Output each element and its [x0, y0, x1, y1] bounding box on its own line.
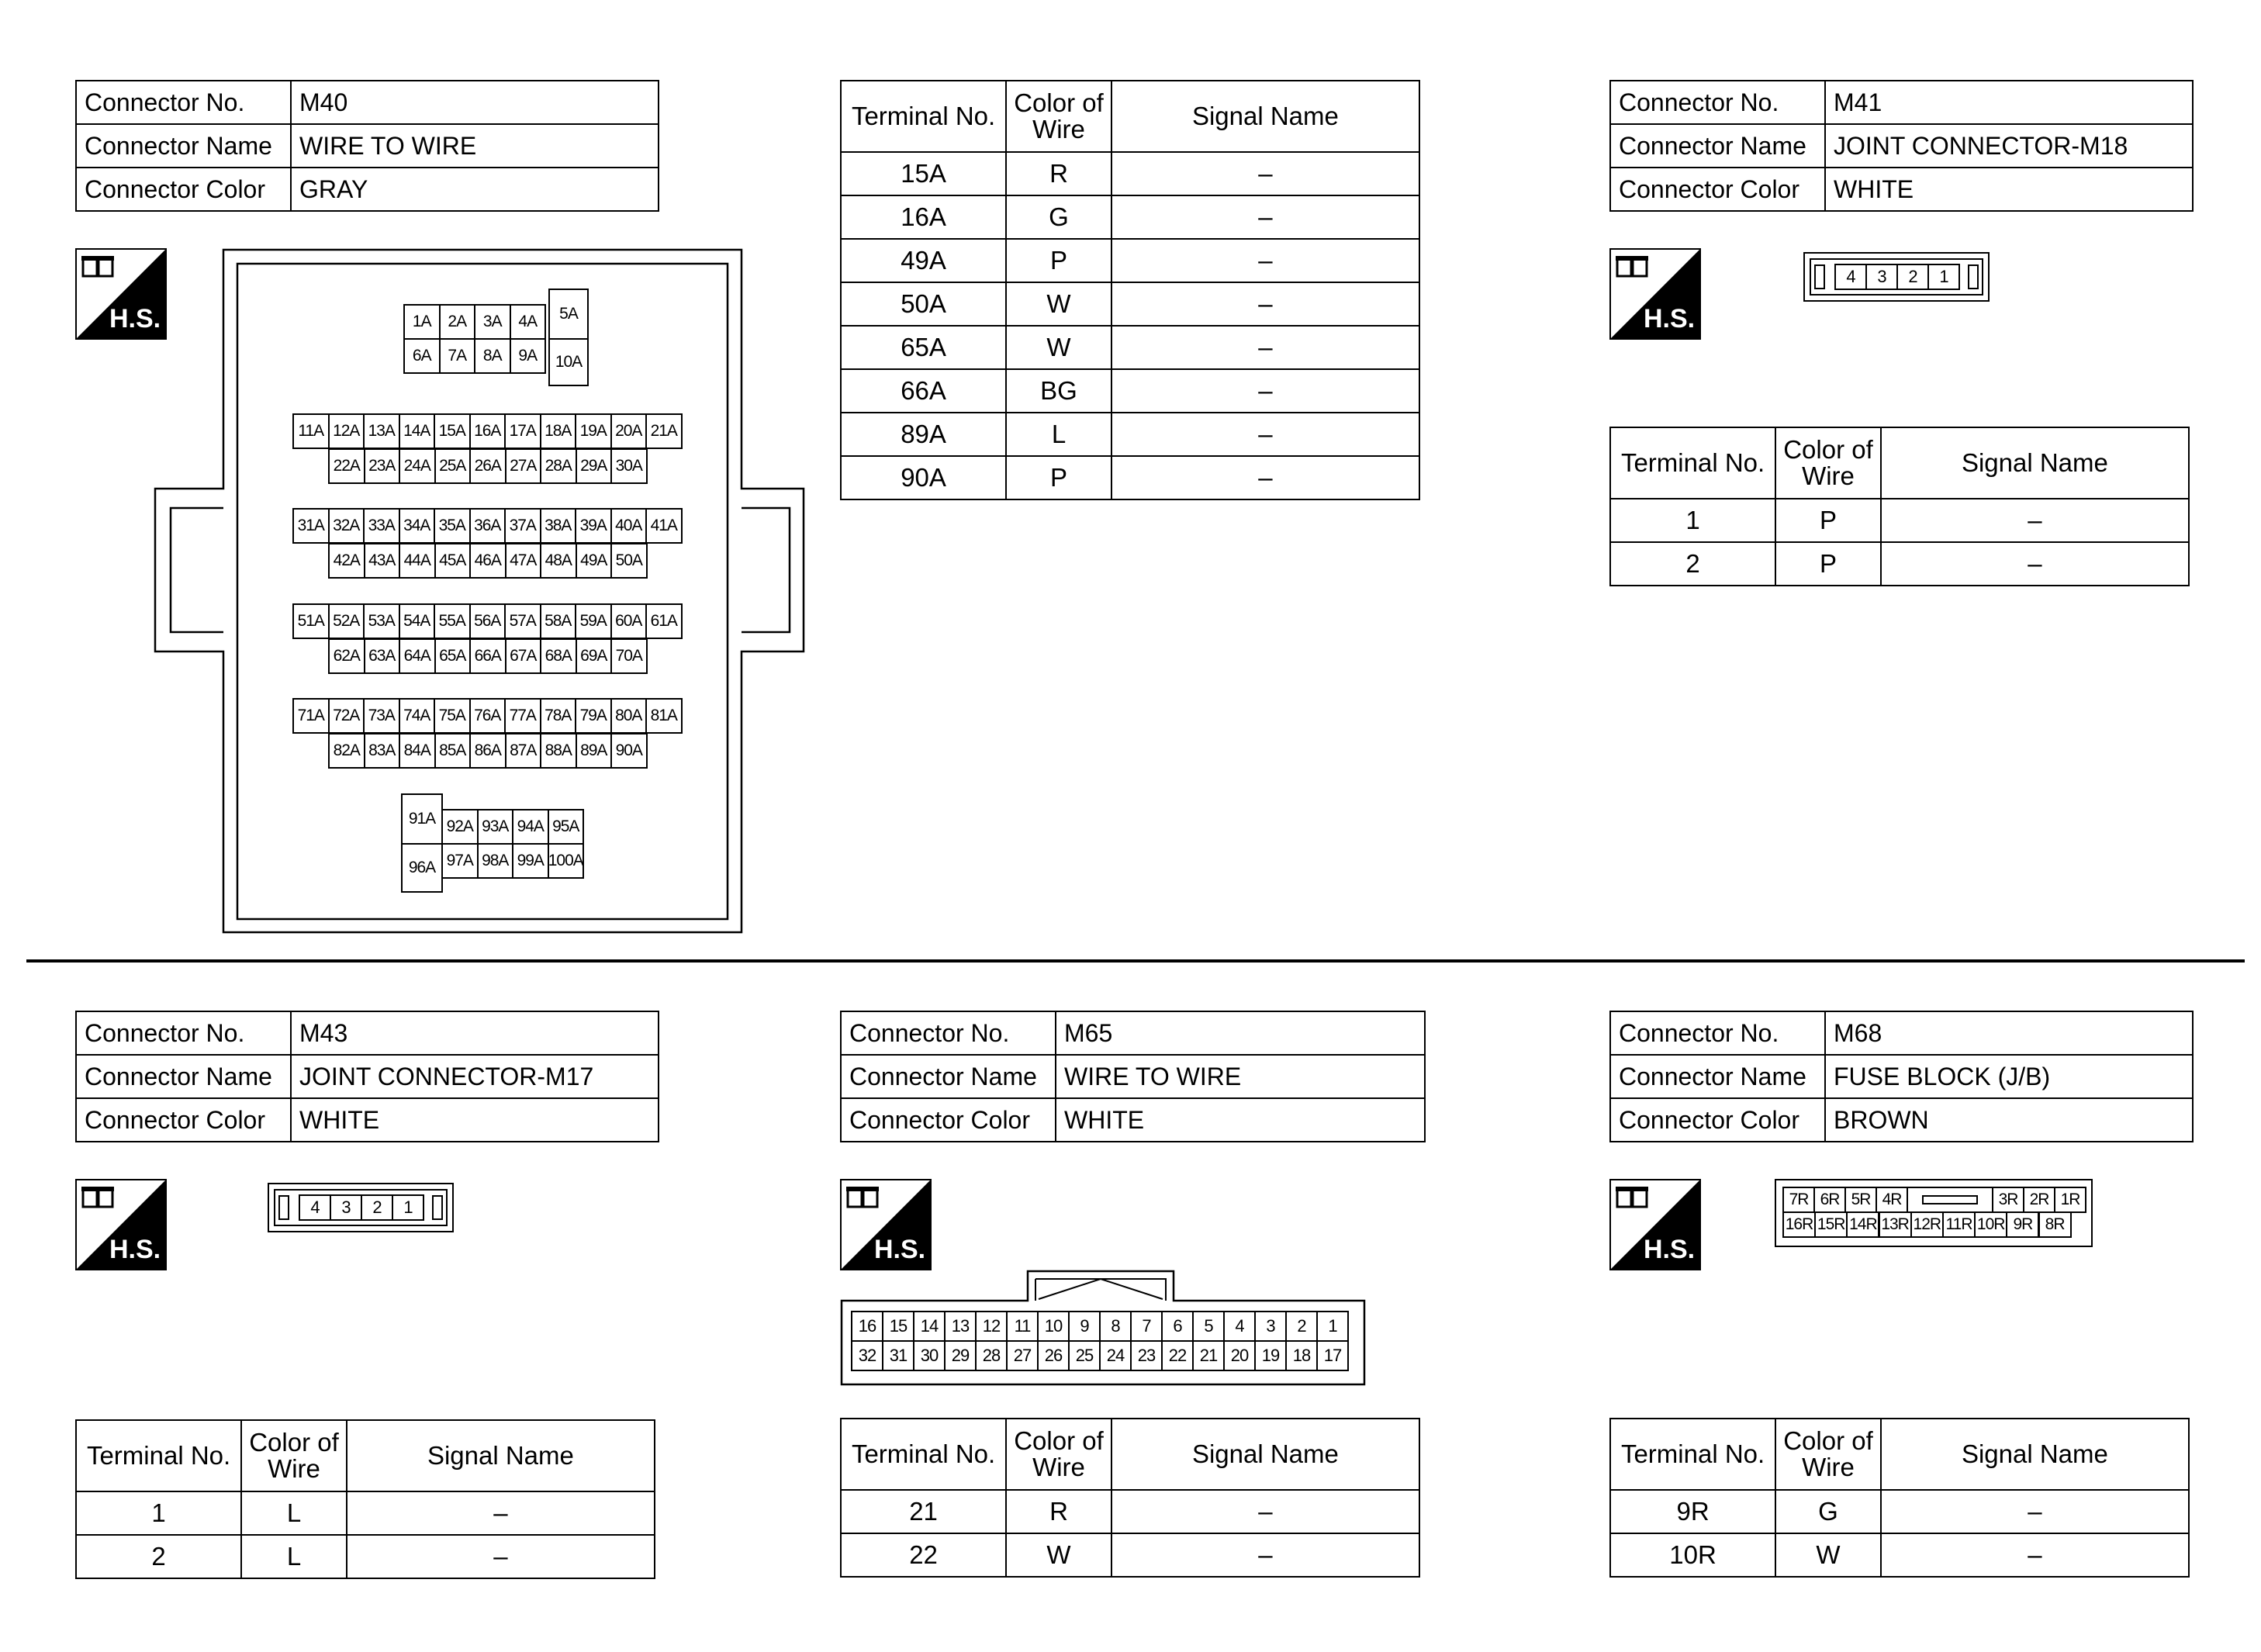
terminal-pin: 61A [645, 603, 683, 639]
m41-connector-name: JOINT CONNECTOR-M18 [1825, 124, 2193, 168]
label-connector-no: Connector No. [1610, 1011, 1825, 1055]
terminal-pin: 43A [364, 543, 401, 579]
label-connector-no: Connector No. [76, 81, 291, 124]
terminal-no-cell: 9R [1610, 1490, 1775, 1533]
m68-terminal-table [1609, 1418, 2190, 1578]
hs-icon [1609, 248, 1701, 340]
terminal-pin: 19 [1254, 1340, 1287, 1371]
terminal-no-cell: 1 [1610, 499, 1775, 542]
terminal-no-cell: 89A [841, 413, 1006, 456]
terminal-pin: 46A [469, 543, 506, 579]
hs-icon [840, 1179, 932, 1270]
terminal-pin: 11R [1942, 1211, 1976, 1238]
terminal-pin: 13 [944, 1311, 977, 1342]
terminal-pin: 21 [1192, 1340, 1225, 1371]
m41-connector-no: M41 [1825, 81, 2193, 124]
m40-connector-info [75, 80, 659, 212]
terminal-no-cell: 65A [841, 326, 1006, 369]
label-connector-color: Connector Color [76, 1098, 291, 1142]
table-row [76, 1535, 655, 1578]
terminal-pin: 23 [1130, 1340, 1163, 1371]
table-row [841, 413, 1419, 456]
terminal-pin: 63A [364, 638, 401, 674]
wire-color-cell: BG [1006, 369, 1111, 413]
terminal-pin: 8 [1099, 1311, 1132, 1342]
terminal-pin: 26 [1037, 1340, 1070, 1371]
section-divider [26, 959, 2245, 963]
terminal-pin: 15R [1814, 1211, 1848, 1238]
label-connector-color: Connector Color [76, 168, 291, 211]
terminal-pin: 28A [540, 448, 577, 484]
terminal-pin: 13A [363, 413, 400, 449]
table-row [841, 326, 1419, 369]
terminal-pin: 16A [469, 413, 506, 449]
signal-name-cell: – [1111, 1533, 1419, 1577]
signal-name-cell: – [1111, 1490, 1419, 1533]
m68-connector-no: M68 [1825, 1011, 2193, 1055]
m68-connector-color: BROWN [1825, 1098, 2193, 1142]
terminal-pin: 74A [399, 698, 436, 734]
m40-connector-name: WIRE TO WIRE [291, 124, 659, 168]
terminal-pin: 8A [474, 338, 511, 374]
terminal-pin: 91A [401, 793, 443, 845]
terminal-pin: 70A [610, 638, 648, 674]
terminal-pin: 72A [328, 698, 365, 734]
terminal-pin: 53A [363, 603, 400, 639]
signal-name-cell: – [1111, 369, 1419, 413]
terminal-pin: 27A [505, 448, 542, 484]
terminal-pin: 29A [576, 448, 613, 484]
terminal-pin: 39A [575, 508, 612, 544]
terminal-pin: 52A [328, 603, 365, 639]
table-row [1610, 1490, 2189, 1533]
signal-name-cell: – [347, 1535, 655, 1578]
terminal-pin: 58A [540, 603, 577, 639]
terminal-pin: 41A [645, 508, 683, 544]
m65-connector-color: WHITE [1056, 1098, 1425, 1142]
terminal-no-cell: 22 [841, 1533, 1006, 1577]
wire-color-cell: L [241, 1491, 347, 1535]
m41-connector-color: WHITE [1825, 168, 2193, 211]
terminal-pin: 3 [1865, 264, 1898, 290]
terminal-pin: 29 [944, 1340, 977, 1371]
terminal-pin: 75A [434, 698, 471, 734]
connector-key [1907, 1187, 1993, 1213]
terminal-pin: 31A [292, 508, 330, 544]
terminal-pin: 4 [299, 1194, 331, 1221]
hs-label: H.S. [109, 304, 161, 334]
terminal-pin: 68A [540, 638, 577, 674]
wire-color-cell: G [1775, 1490, 1881, 1533]
terminal-pin: 4 [1223, 1311, 1256, 1342]
terminal-pin: 3R [1992, 1187, 2024, 1213]
wire-color-cell: P [1006, 456, 1111, 499]
label-connector-name: Connector Name [76, 1055, 291, 1098]
terminal-pin: 59A [575, 603, 612, 639]
terminal-pin: 9 [1068, 1311, 1101, 1342]
terminal-pin: 3A [474, 304, 511, 340]
terminal-pin: 69A [576, 638, 613, 674]
terminal-pin: 12 [975, 1311, 1008, 1342]
terminal-no-cell: 50A [841, 282, 1006, 326]
terminal-pin: 25 [1068, 1340, 1101, 1371]
terminal-pin: 24A [399, 448, 436, 484]
terminal-pin: 93A [477, 809, 514, 845]
table-row [841, 195, 1419, 239]
terminal-pin: 40A [610, 508, 648, 544]
table-row [841, 1490, 1419, 1533]
table-row [1610, 542, 2189, 586]
terminal-pin: 14A [399, 413, 436, 449]
terminal-pin: 65A [434, 638, 472, 674]
terminal-pin: 21A [645, 413, 683, 449]
wire-color-cell: L [1006, 413, 1111, 456]
signal-name-cell: – [1111, 239, 1419, 282]
terminal-pin: 25A [434, 448, 472, 484]
m65-terminal-table [840, 1418, 1420, 1578]
terminal-pin: 6 [1161, 1311, 1194, 1342]
m43-connector-no: M43 [291, 1011, 659, 1055]
label-connector-name: Connector Name [76, 124, 291, 168]
terminal-pin: 47A [505, 543, 542, 579]
terminal-pin: 60A [610, 603, 648, 639]
terminal-pin: 18A [540, 413, 577, 449]
header-signal-name: Signal Name [1881, 1419, 2189, 1490]
m40-terminal-table [840, 80, 1420, 500]
signal-name-cell: – [1111, 195, 1419, 239]
wire-color-cell: P [1775, 542, 1881, 586]
wire-color-cell: R [1006, 1490, 1111, 1533]
terminal-pin: 76A [469, 698, 506, 734]
terminal-pin: 50A [610, 543, 648, 579]
label-connector-color: Connector Color [1610, 1098, 1825, 1142]
table-row [841, 239, 1419, 282]
terminal-pin: 80A [610, 698, 648, 734]
table-row [1610, 1533, 2189, 1577]
wire-color-cell: W [1006, 282, 1111, 326]
signal-name-cell: – [1881, 542, 2189, 586]
terminal-pin: 38A [540, 508, 577, 544]
terminal-pin: 3 [330, 1194, 362, 1221]
terminal-pin: 1 [1927, 264, 1960, 290]
m41-terminal-table [1609, 427, 2190, 586]
terminal-pin: 35A [434, 508, 471, 544]
signal-name-cell: – [1881, 499, 2189, 542]
terminal-pin: 87A [505, 733, 542, 769]
terminal-pin: 2R [2023, 1187, 2055, 1213]
terminal-pin: 64A [399, 638, 436, 674]
terminal-pin: 48A [540, 543, 577, 579]
signal-name-cell: – [1111, 456, 1419, 499]
terminal-pin: 27 [1006, 1340, 1039, 1371]
hs-label: H.S. [109, 1235, 161, 1264]
terminal-pin: 11 [1006, 1311, 1039, 1342]
terminal-no-cell: 15A [841, 152, 1006, 195]
terminal-pin: 2 [1285, 1311, 1318, 1342]
header-color-of-wire: Color of Wire [241, 1420, 347, 1491]
wire-color-cell: W [1775, 1533, 1881, 1577]
table-row [76, 1491, 655, 1535]
terminal-pin: 73A [363, 698, 400, 734]
header-terminal-no: Terminal No. [841, 81, 1006, 152]
terminal-pin: 12R [1910, 1211, 1944, 1238]
hs-label: H.S. [1644, 304, 1696, 334]
terminal-pin: 12A [328, 413, 365, 449]
label-connector-color: Connector Color [1610, 168, 1825, 211]
terminal-pin: 17 [1316, 1340, 1349, 1371]
terminal-pin: 45A [434, 543, 472, 579]
terminal-pin: 7R [1782, 1187, 1815, 1213]
terminal-pin: 99A [512, 843, 549, 879]
header-terminal-no: Terminal No. [1610, 427, 1775, 499]
m65-connector-info [840, 1011, 1426, 1142]
terminal-pin: 17A [504, 413, 541, 449]
terminal-pin: 9R [2006, 1211, 2039, 1238]
terminal-pin: 30A [610, 448, 648, 484]
table-row [841, 1533, 1419, 1577]
terminal-pin: 15A [434, 413, 471, 449]
terminal-pin: 4 [1834, 264, 1867, 290]
terminal-pin: 2 [361, 1194, 393, 1221]
signal-name-cell: – [1881, 1533, 2189, 1577]
terminal-pin: 10 [1037, 1311, 1070, 1342]
terminal-pin: 5 [1192, 1311, 1225, 1342]
terminal-pin: 7A [439, 338, 476, 374]
hs-label: H.S. [1644, 1235, 1696, 1264]
terminal-pin: 81A [645, 698, 683, 734]
terminal-pin: 85A [434, 733, 472, 769]
header-signal-name: Signal Name [1111, 1419, 1419, 1490]
terminal-pin: 11A [292, 413, 330, 449]
table-row [841, 152, 1419, 195]
terminal-pin: 32 [851, 1340, 883, 1371]
header-signal-name: Signal Name [1111, 81, 1419, 152]
terminal-pin: 83A [364, 733, 401, 769]
terminal-pin: 34A [399, 508, 436, 544]
signal-name-cell: – [1111, 282, 1419, 326]
label-connector-name: Connector Name [1610, 124, 1825, 168]
terminal-pin: 37A [504, 508, 541, 544]
m68-connector-info [1609, 1011, 2194, 1142]
terminal-no-cell: 21 [841, 1490, 1006, 1533]
header-color-of-wire: Color of Wire [1006, 1419, 1111, 1490]
terminal-pin: 51A [292, 603, 330, 639]
signal-name-cell: – [347, 1491, 655, 1535]
terminal-pin: 98A [477, 843, 514, 879]
terminal-pin: 55A [434, 603, 471, 639]
m43-connector-info [75, 1011, 659, 1142]
terminal-pin: 26A [469, 448, 506, 484]
terminal-pin: 79A [575, 698, 612, 734]
wire-color-cell: G [1006, 195, 1111, 239]
terminal-pin: 1 [1316, 1311, 1349, 1342]
terminal-no-cell: 10R [1610, 1533, 1775, 1577]
label-connector-name: Connector Name [841, 1055, 1056, 1098]
terminal-pin: 62A [328, 638, 365, 674]
terminal-pin: 14R [1846, 1211, 1879, 1238]
header-color-of-wire: Color of Wire [1006, 81, 1111, 152]
m65-connector-no: M65 [1056, 1011, 1425, 1055]
hs-icon [75, 1179, 167, 1270]
terminal-pin: 100A [548, 843, 585, 879]
terminal-pin: 2A [439, 304, 476, 340]
terminal-pin: 57A [504, 603, 541, 639]
terminal-pin: 30 [913, 1340, 946, 1371]
terminal-pin: 6A [403, 338, 441, 374]
header-terminal-no: Terminal No. [1610, 1419, 1775, 1490]
m40-connector-color: GRAY [291, 168, 659, 211]
wire-color-cell: L [241, 1535, 347, 1578]
header-signal-name: Signal Name [347, 1420, 655, 1491]
terminal-pin: 5R [1844, 1187, 1877, 1213]
terminal-pin: 3 [1254, 1311, 1287, 1342]
table-row [841, 456, 1419, 499]
m65-connector-name: WIRE TO WIRE [1056, 1055, 1425, 1098]
terminal-pin: 10R [1974, 1211, 2007, 1238]
header-color-of-wire: Color of Wire [1775, 427, 1881, 499]
terminal-no-cell: 49A [841, 239, 1006, 282]
label-connector-no: Connector No. [1610, 81, 1825, 124]
terminal-pin: 84A [399, 733, 436, 769]
terminal-no-cell: 90A [841, 456, 1006, 499]
terminal-pin: 28 [975, 1340, 1008, 1371]
terminal-pin: 94A [512, 809, 549, 845]
terminal-no-cell: 16A [841, 195, 1006, 239]
m68-connector-name: FUSE BLOCK (J/B) [1825, 1055, 2193, 1098]
terminal-pin: 32A [328, 508, 365, 544]
terminal-pin: 44A [399, 543, 436, 579]
wire-color-cell: P [1775, 499, 1881, 542]
terminal-pin: 71A [292, 698, 330, 734]
terminal-pin: 78A [540, 698, 577, 734]
terminal-pin: 8R [2038, 1211, 2072, 1238]
hs-icon [1609, 1179, 1701, 1270]
terminal-pin: 54A [399, 603, 436, 639]
terminal-pin: 22 [1161, 1340, 1194, 1371]
terminal-pin: 16R [1782, 1211, 1816, 1238]
signal-name-cell: – [1111, 413, 1419, 456]
terminal-pin: 90A [610, 733, 648, 769]
terminal-no-cell: 1 [76, 1491, 241, 1535]
m40-connector-no: M40 [291, 81, 659, 124]
terminal-pin: 31 [882, 1340, 914, 1371]
m43-connector-color: WHITE [291, 1098, 659, 1142]
table-row [841, 369, 1419, 413]
terminal-pin: 16 [851, 1311, 883, 1342]
terminal-pin: 19A [575, 413, 612, 449]
m41-connector-info [1609, 80, 2194, 212]
header-terminal-no: Terminal No. [76, 1420, 241, 1491]
table-row [841, 282, 1419, 326]
terminal-pin: 82A [328, 733, 365, 769]
terminal-pin: 42A [328, 543, 365, 579]
terminal-no-cell: 2 [1610, 542, 1775, 586]
terminal-pin: 86A [469, 733, 506, 769]
terminal-pin: 49A [576, 543, 613, 579]
terminal-pin: 22A [328, 448, 365, 484]
m43-terminal-table [75, 1419, 655, 1579]
terminal-pin: 67A [505, 638, 542, 674]
wire-color-cell: R [1006, 152, 1111, 195]
terminal-pin: 18 [1285, 1340, 1318, 1371]
terminal-pin: 56A [469, 603, 506, 639]
terminal-pin: 13R [1879, 1211, 1912, 1238]
terminal-pin: 77A [504, 698, 541, 734]
label-connector-no: Connector No. [841, 1011, 1056, 1055]
hs-label: H.S. [874, 1235, 926, 1264]
terminal-pin: 96A [401, 843, 443, 893]
wire-color-cell: P [1006, 239, 1111, 282]
signal-name-cell: – [1111, 326, 1419, 369]
terminal-pin: 6R [1813, 1187, 1846, 1213]
terminal-pin: 1R [2054, 1187, 2086, 1213]
terminal-pin: 15 [882, 1311, 914, 1342]
terminal-pin: 92A [441, 809, 479, 845]
wire-color-cell: W [1006, 1533, 1111, 1577]
label-connector-color: Connector Color [841, 1098, 1056, 1142]
terminal-no-cell: 2 [76, 1535, 241, 1578]
terminal-pin: 97A [441, 843, 479, 879]
signal-name-cell: – [1881, 1490, 2189, 1533]
terminal-pin: 89A [576, 733, 613, 769]
terminal-pin: 5A [548, 289, 589, 340]
m43-connector-name: JOINT CONNECTOR-M17 [291, 1055, 659, 1098]
terminal-pin: 20 [1223, 1340, 1256, 1371]
terminal-pin: 10A [548, 338, 589, 386]
terminal-pin: 95A [548, 809, 585, 845]
terminal-pin: 23A [364, 448, 401, 484]
table-row [1610, 499, 2189, 542]
label-connector-no: Connector No. [76, 1011, 291, 1055]
terminal-pin: 1 [392, 1194, 424, 1221]
terminal-pin: 66A [469, 638, 506, 674]
header-color-of-wire: Color of Wire [1775, 1419, 1881, 1490]
terminal-pin: 9A [510, 338, 547, 374]
terminal-pin: 4R [1876, 1187, 1908, 1213]
wire-color-cell: W [1006, 326, 1111, 369]
terminal-pin: 1A [403, 304, 441, 340]
signal-name-cell: – [1111, 152, 1419, 195]
terminal-pin: 24 [1099, 1340, 1132, 1371]
terminal-pin: 88A [540, 733, 577, 769]
terminal-pin: 7 [1130, 1311, 1163, 1342]
terminal-pin: 14 [913, 1311, 946, 1342]
terminal-pin: 4A [510, 304, 547, 340]
terminal-pin: 33A [363, 508, 400, 544]
header-signal-name: Signal Name [1881, 427, 2189, 499]
terminal-pin: 2 [1896, 264, 1929, 290]
label-connector-name: Connector Name [1610, 1055, 1825, 1098]
terminal-pin: 36A [469, 508, 506, 544]
header-terminal-no: Terminal No. [841, 1419, 1006, 1490]
terminal-no-cell: 66A [841, 369, 1006, 413]
terminal-pin: 20A [610, 413, 648, 449]
